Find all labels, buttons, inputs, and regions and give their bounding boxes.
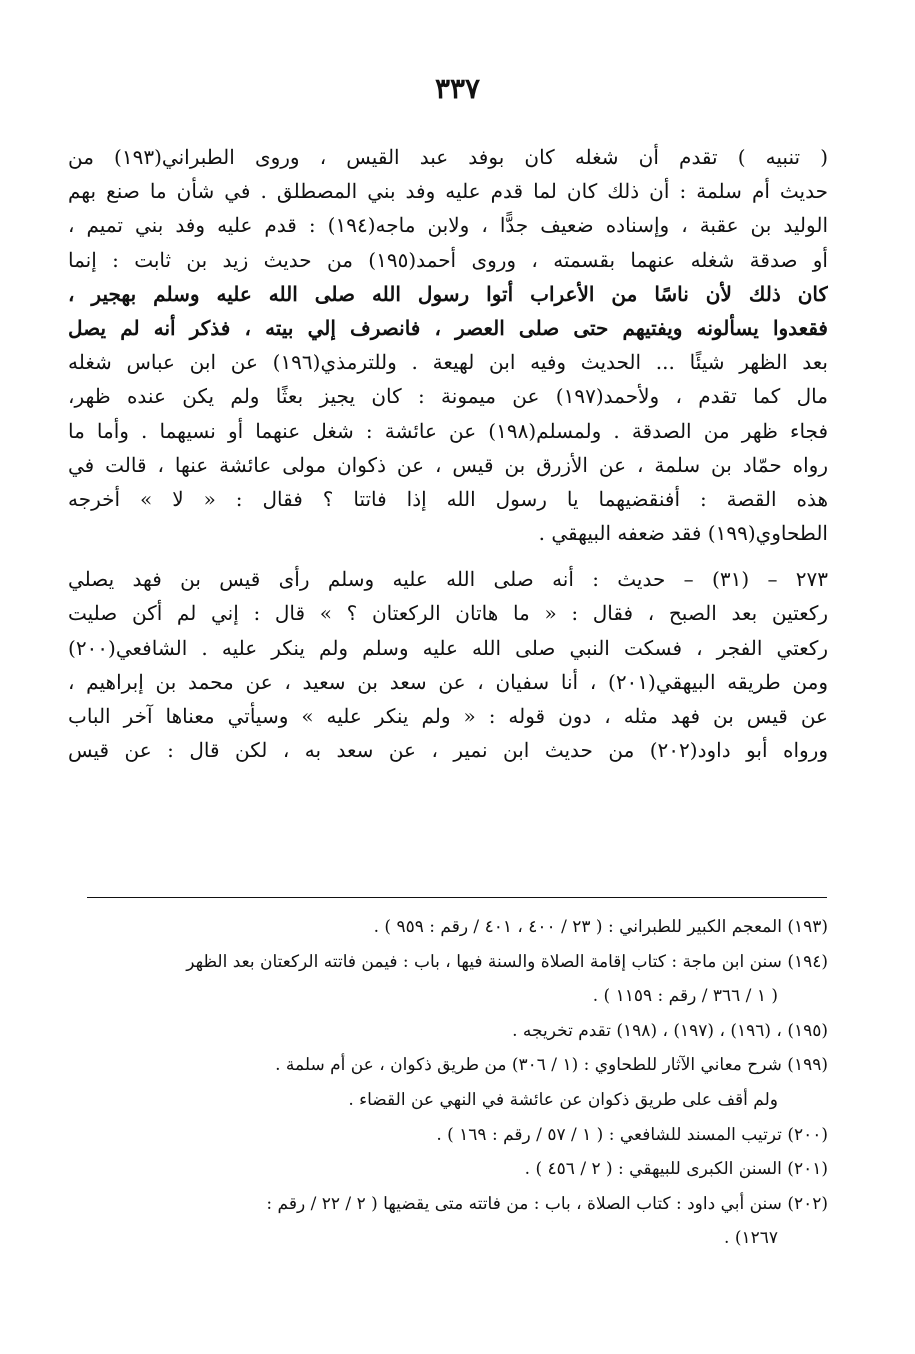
- footnote-continuation: ١٢٦٧) .: [724, 1228, 778, 1249]
- footnote: (١٩٤) سنن ابن ماجة : كتاب إقامة الصلاة والسنة فيها ، باب : فيمن فاتته الركعتان بعد الظهر: [186, 951, 828, 972]
- paragraph-gap: [68, 550, 828, 562]
- footnotes: [68, 910, 828, 1256]
- main-text: [68, 140, 828, 767]
- text-line: الوليد بن عقبة ، وإسناده ضعيف جدًّا ، ولابن ماجه(١٩٤) : قدم عليه وفد بني تميم ،: [68, 213, 828, 238]
- text-line: حديث أم سلمة : أن ذلك كان لما قدم عليه وفد بني المصطلق . في شأن ما صنع بهم: [68, 179, 828, 204]
- text-line: ( تنبيه ) تقدم أن شغله كان بوفد عبد القيس ، وروى الطبراني(١٩٣) من: [68, 145, 828, 169]
- footnote: (٢٠٠) ترتيب المسند للشافعي : ( ١ / ٥٧ / رقم : ١٦٩ ) .: [436, 1124, 828, 1145]
- page-number: ٣٣٧: [434, 72, 481, 105]
- text-line: ورواه أبو داود(٢٠٢) من حديث ابن نمير ، عن سعد به ، لكن قال : عن قيس: [68, 738, 828, 763]
- text-line: الطحاوي(١٩٩) فقد ضعفه البيهقي .: [538, 521, 828, 546]
- footnote: (١٩٩) شرح معاني الآثار للطحاوي : (١ / ٣٠٦) من طريق ذكوان ، عن أم سلمة .: [275, 1055, 828, 1076]
- footnote-continuation: ( ١ / ٣٦٦ / رقم : ١١٥٩ ) .: [592, 986, 778, 1007]
- footnote: (٢٠١) السنن الكبرى للبيهقي : ( ٢ / ٤٥٦ ) .: [524, 1159, 828, 1180]
- footnote: (٢٠٢) سنن أبي داود : كتاب الصلاة ، باب : من فاتته متى يقضيها ( ٢ / ٢٢ / رقم :: [266, 1193, 828, 1214]
- text-line: ركعتين بعد الصبح ، فقال : « ما هاتان الركعتان ؟ » قال : إني لم أكن صليت: [68, 601, 828, 626]
- text-line: كان ذلك لأن ناسًا من الأعراب أتوا رسول الله صلى الله عليه وسلم بهجير ،: [68, 281, 828, 306]
- text-line: أو صدقة شغله عنهما بقسمته ، وروى أحمد(١٩٥) من حديث زيد بن ثابت : إنما: [68, 247, 828, 272]
- text-line: عن قيس بن فهد مثله ، دون قوله : « ولم ينكر عليه » وسيأتي معناها آخر الباب: [68, 704, 828, 728]
- text-line: رواه حمّاد بن سلمة ، عن الأزرق بن قيس ، عن ذكوان مولى عائشة عنها ، قالت في: [68, 452, 828, 477]
- footnote-continuation: ولم أقف على طريق ذكوان عن عائشة في النهي عن القضاء .: [348, 1089, 778, 1110]
- text-line: فجاء ظهر من الصدقة . ولمسلم(١٩٨) عن عائشة : شغل عنهما أو نسيهما . وأما ما: [68, 418, 828, 443]
- text-line: ومن طريقه البيهقي(٢٠١) ، أنا سفيان ، عن سعد بن سعيد ، عن محمد بن إبراهيم ،: [68, 669, 828, 694]
- text-line: بعد الظهر شيئًا ... الحديث وفيه ابن لهيعة . وللترمذي(١٩٦) عن ابن عباس شغله: [68, 350, 828, 375]
- text-line: فقعدوا يسألونه ويفتيهم حتى صلى العصر ، فانصرف إلي بيته ، فذكر أنه لم يصل: [68, 315, 828, 340]
- hadith-heading-line: ٢٧٣ – (٣١) – حديث : أنه صلى الله عليه وسلم رأى قيس بن فهد يصلي: [68, 567, 828, 592]
- text-line: ركعتي الفجر ، فسكت النبي صلى الله عليه وسلم ولم ينكر عليه . الشافعي(٢٠٠): [68, 635, 828, 660]
- footnote: (١٩٥) ، (١٩٦) ، (١٩٧) ، (١٩٨) تقدم تخريجه .: [512, 1020, 828, 1041]
- footnote-divider: [87, 897, 827, 898]
- footnote: (١٩٣) المعجم الكبير للطبراني : ( ٢٣ / ٤٠٠ ، ٤٠١ / رقم : ٩٥٩ ) .: [373, 917, 828, 937]
- text-line: هذه القصة : أفنقضيهما يا رسول الله إذا فاتتا ؟ فقال : « لا » أخرجه: [68, 486, 828, 511]
- text-line: مال كما تقدم ، ولأحمد(١٩٧) عن ميمونة : كان يجيز بعثًا ولم يكن عنده ظهر،: [68, 384, 828, 409]
